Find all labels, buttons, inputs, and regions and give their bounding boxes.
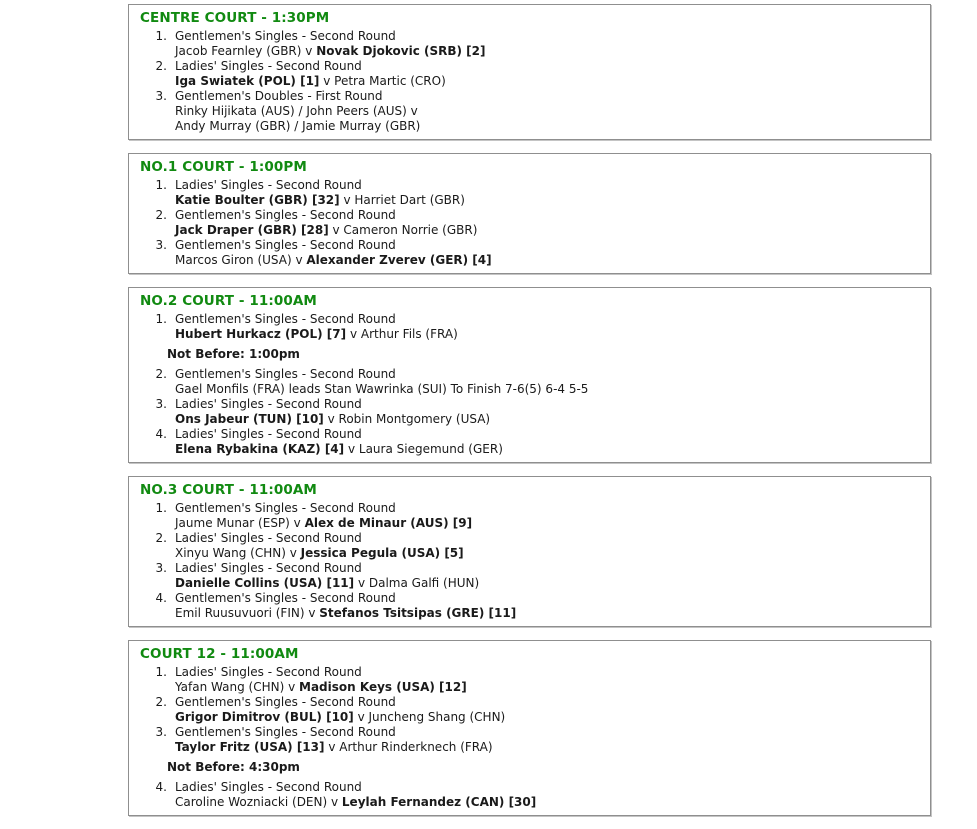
event-name: Ladies' Singles - Second Round	[175, 531, 362, 545]
match-number-spacer	[167, 591, 175, 621]
player-text: v	[328, 223, 344, 237]
match-item	[140, 501, 920, 531]
player-text: Jacob Fearnley (GBR)	[175, 44, 302, 58]
match-number: 2.	[155, 59, 167, 73]
player-text: Caroline Wozniacki (DEN)	[175, 795, 328, 809]
court-title: CENTRE COURT - 1:30PM	[140, 10, 330, 26]
player-text: v	[323, 412, 339, 426]
player-text: v	[324, 740, 340, 754]
event-name: Gentlemen's Singles - Second Round	[175, 208, 396, 222]
match-details	[175, 531, 464, 561]
players-line	[175, 740, 493, 755]
event-name: Ladies' Singles - Second Round	[175, 780, 362, 794]
player-text: Marcos Giron (USA)	[175, 253, 292, 267]
match-details	[175, 238, 492, 268]
player-text: Yafan Wang (CHN)	[175, 680, 285, 694]
match-number: 1.	[155, 312, 167, 326]
match-number-spacer	[167, 427, 175, 457]
player-text: Laura Siegemund (GER)	[358, 442, 503, 456]
court-schedule-box	[128, 153, 931, 274]
match-item	[140, 89, 920, 134]
winner-player: Ons Jabeur (TUN) [10]	[175, 412, 324, 426]
match-details	[175, 695, 505, 725]
winner-player: Stefanos Tsitsipas (GRE) [11]	[319, 606, 517, 620]
winner-player: Alexander Zverev (GER) [4]	[306, 253, 492, 267]
player-text: Emil Ruusuvuori (FIN)	[175, 606, 305, 620]
player-text: v	[291, 253, 307, 267]
match-number-spacer	[167, 367, 175, 397]
match-number-spacer	[167, 501, 175, 531]
player-text: Rinky Hijikata (AUS) / John Peers (AUS) v	[175, 104, 418, 118]
player-text: Petra Martic (CRO)	[334, 74, 446, 88]
match-number-spacer	[167, 397, 175, 427]
match-details	[175, 427, 503, 457]
court-title: NO.2 COURT - 11:00AM	[140, 293, 317, 309]
match-number-spacer	[167, 780, 175, 810]
event-name: Ladies' Singles - Second Round	[175, 427, 362, 441]
player-text: v	[289, 516, 305, 530]
match-item	[140, 695, 920, 725]
match-item	[140, 397, 920, 427]
winner-player: Hubert Hurkacz (POL) [7]	[175, 327, 347, 341]
match-details	[175, 367, 588, 397]
match-number-spacer	[167, 665, 175, 695]
match-details	[175, 29, 486, 59]
match-number: 4.	[155, 780, 167, 794]
player-text: Jaume Munar (ESP)	[175, 516, 290, 530]
match-number-spacer	[167, 238, 175, 268]
player-text: Andy Murray (GBR) / Jamie Murray (GBR)	[175, 119, 421, 133]
match-details	[175, 178, 465, 208]
match-details	[175, 89, 420, 134]
player-text: v	[304, 606, 320, 620]
match-number-spacer	[167, 531, 175, 561]
match-number: 2.	[155, 695, 167, 709]
players-line	[175, 253, 492, 268]
match-item	[140, 561, 920, 591]
players-line	[175, 327, 458, 342]
event-name: Ladies' Singles - Second Round	[175, 59, 362, 73]
player-text: v	[353, 710, 369, 724]
player-text: v	[327, 795, 342, 809]
match-number-spacer	[167, 695, 175, 725]
players-line	[175, 546, 464, 561]
match-item	[140, 665, 920, 695]
match-number: 4.	[155, 427, 167, 441]
match-number: 1.	[155, 29, 167, 43]
player-text: Arthur Fils (FRA)	[360, 327, 458, 341]
match-details	[175, 665, 467, 695]
event-name: Gentlemen's Doubles - First Round	[175, 89, 383, 103]
players-line	[175, 680, 467, 695]
winner-player: Jack Draper (GBR) [28]	[175, 223, 329, 237]
event-name: Gentlemen's Singles - Second Round	[175, 312, 396, 326]
court-schedule-box	[128, 287, 931, 463]
match-number: 3.	[155, 238, 167, 252]
players-line	[175, 104, 420, 119]
order-of-play	[128, 4, 931, 829]
winner-player: Leylah Fernandez (CAN) [30]	[341, 795, 537, 809]
match-item	[140, 427, 920, 457]
player-text: Dalma Galfi (HUN)	[368, 576, 480, 590]
event-name: Ladies' Singles - Second Round	[175, 561, 362, 575]
player-text: v	[346, 327, 361, 341]
match-number-spacer	[167, 89, 175, 134]
match-item	[140, 238, 920, 268]
player-text: Xinyu Wang (CHN)	[175, 546, 286, 560]
winner-player: Katie Boulter (GBR) [32]	[175, 193, 340, 207]
event-name: Gentlemen's Singles - Second Round	[175, 501, 396, 515]
players-line	[175, 710, 505, 725]
match-number: 3.	[155, 89, 167, 103]
match-details	[175, 208, 477, 238]
winner-player: Taylor Fritz (USA) [13]	[175, 740, 325, 754]
players-line	[175, 382, 588, 397]
player-text: Gael Monfils (FRA) leads Stan Wawrinka (SUI) To Finish 7-6(5) 6-4 5-5	[175, 382, 589, 396]
players-line	[175, 576, 479, 591]
player-text: v	[344, 442, 359, 456]
players-line	[175, 795, 536, 810]
match-item	[140, 531, 920, 561]
player-text: Harriet Dart (GBR)	[354, 193, 465, 207]
match-details	[175, 312, 458, 342]
match-item	[140, 780, 920, 810]
match-number-spacer	[167, 208, 175, 238]
match-details	[175, 59, 446, 89]
match-details	[175, 501, 472, 531]
player-text: v	[339, 193, 355, 207]
match-item	[140, 29, 920, 59]
players-line	[175, 606, 516, 621]
player-text: v	[354, 576, 369, 590]
winner-player: Elena Rybakina (KAZ) [4]	[175, 442, 345, 456]
players-line	[175, 74, 446, 89]
match-number: 4.	[155, 591, 167, 605]
match-number: 2.	[155, 367, 167, 381]
player-text: Cameron Norrie (GBR)	[343, 223, 478, 237]
court-schedule-box	[128, 476, 931, 627]
winner-player: Alex de Minaur (AUS) [9]	[304, 516, 473, 530]
winner-player: Novak Djokovic (SRB) [2]	[316, 44, 486, 58]
winner-player: Grigor Dimitrov (BUL) [10]	[175, 710, 354, 724]
winner-player: Madison Keys (USA) [12]	[299, 680, 467, 694]
not-before-notice: Not Before: 1:00pm	[167, 347, 300, 361]
match-item	[140, 178, 920, 208]
event-name: Gentlemen's Singles - Second Round	[175, 367, 396, 381]
players-line	[175, 442, 503, 457]
event-name: Gentlemen's Singles - Second Round	[175, 29, 396, 43]
match-number-spacer	[167, 725, 175, 755]
match-details	[175, 591, 516, 621]
match-item	[140, 725, 920, 755]
player-text: Arthur Rinderknech (FRA)	[339, 740, 493, 754]
match-details	[175, 397, 490, 427]
match-details	[175, 725, 493, 755]
players-line	[175, 193, 465, 208]
court-title: COURT 12 - 11:00AM	[140, 646, 299, 662]
court-schedule-box	[128, 640, 931, 816]
match-item	[140, 591, 920, 621]
players-line	[175, 412, 490, 427]
player-text: v	[285, 546, 301, 560]
match-number: 3.	[155, 397, 167, 411]
court-title: NO.1 COURT - 1:00PM	[140, 159, 307, 175]
match-details	[175, 561, 479, 591]
court-schedule-box	[128, 4, 931, 140]
event-name: Gentlemen's Singles - Second Round	[175, 238, 396, 252]
match-details	[175, 780, 536, 810]
player-text: v	[301, 44, 317, 58]
match-item	[140, 208, 920, 238]
match-number: 1.	[155, 501, 167, 515]
match-number-spacer	[167, 29, 175, 59]
match-item	[140, 367, 920, 397]
winner-player: Jessica Pegula (USA) [5]	[300, 546, 464, 560]
player-text: Robin Montgomery (USA)	[338, 412, 491, 426]
event-name: Gentlemen's Singles - Second Round	[175, 695, 396, 709]
event-name: Gentlemen's Singles - Second Round	[175, 725, 396, 739]
match-number: 2.	[155, 531, 167, 545]
match-number: 1.	[155, 665, 167, 679]
event-name: Ladies' Singles - Second Round	[175, 665, 362, 679]
match-item	[140, 312, 920, 342]
court-title: NO.3 COURT - 11:00AM	[140, 482, 317, 498]
match-number-spacer	[167, 59, 175, 89]
players-line	[175, 516, 472, 531]
player-text: Juncheng Shang (CHN)	[368, 710, 506, 724]
match-number: 1.	[155, 178, 167, 192]
not-before-notice: Not Before: 4:30pm	[167, 760, 300, 774]
event-name: Ladies' Singles - Second Round	[175, 397, 362, 411]
winner-player: Iga Swiatek (POL) [1]	[175, 74, 320, 88]
players-line	[175, 119, 420, 134]
event-name: Gentlemen's Singles - Second Round	[175, 591, 396, 605]
match-number-spacer	[167, 561, 175, 591]
match-number-spacer	[167, 312, 175, 342]
match-number-spacer	[167, 178, 175, 208]
match-number: 2.	[155, 208, 167, 222]
players-line	[175, 44, 486, 59]
event-name: Ladies' Singles - Second Round	[175, 178, 362, 192]
player-text: v	[284, 680, 299, 694]
player-text: v	[319, 74, 335, 88]
match-number: 3.	[155, 561, 167, 575]
players-line	[175, 223, 477, 238]
winner-player: Danielle Collins (USA) [11]	[175, 576, 355, 590]
match-number: 3.	[155, 725, 167, 739]
match-item	[140, 59, 920, 89]
